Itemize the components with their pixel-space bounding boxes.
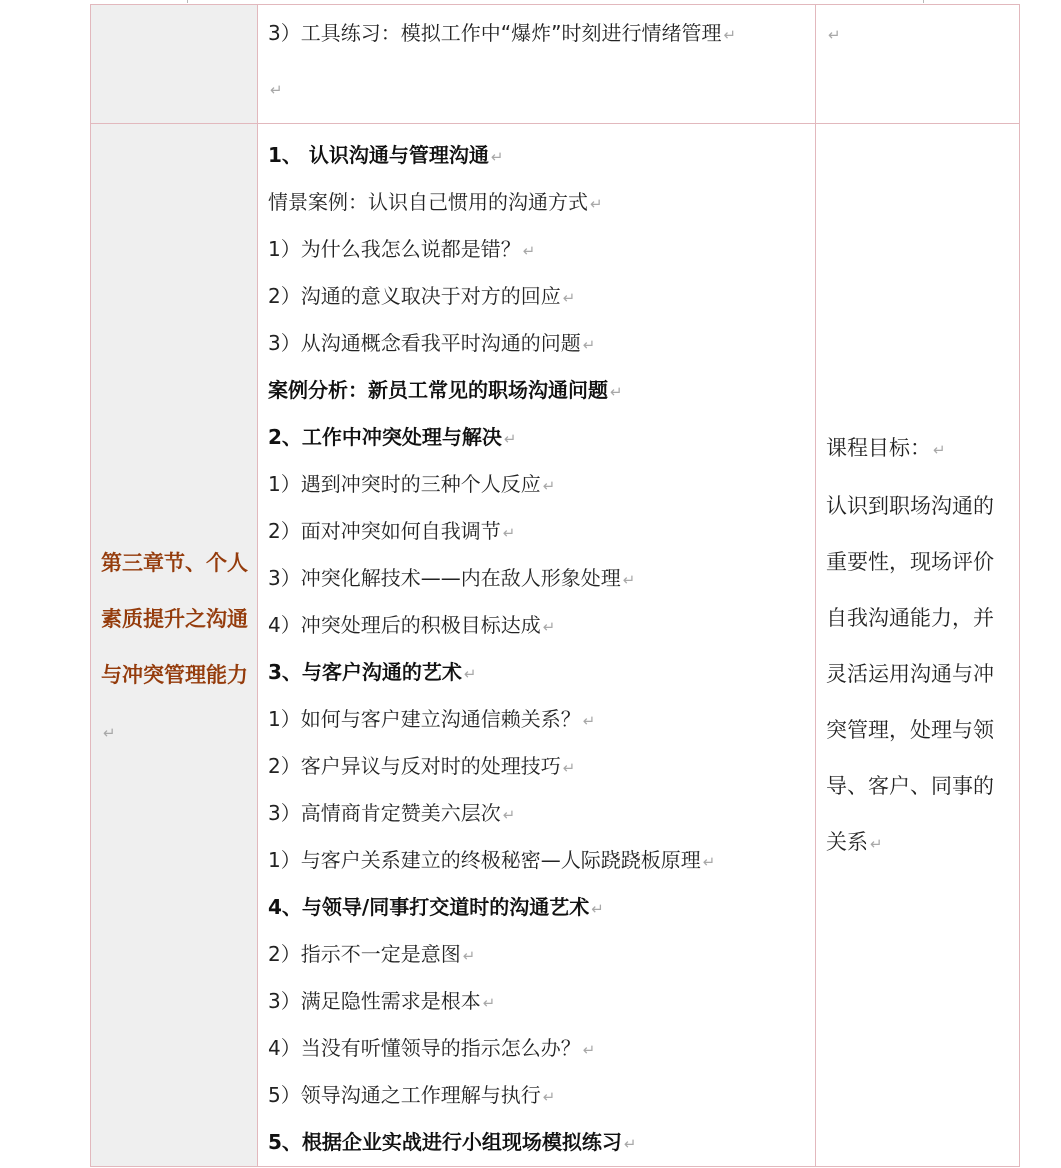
- line-text: 2）客户异议与反对时的处理技巧: [268, 754, 561, 778]
- content-line: [258, 931, 815, 978]
- content-line: [258, 1025, 815, 1072]
- content-line: [258, 508, 815, 555]
- content-heading: [258, 649, 815, 696]
- content-line: [258, 978, 815, 1025]
- content-line: [258, 602, 815, 649]
- content-line: 3）工具练习：模拟工作中“爆炸”时刻进行情绪管理 ↵: [268, 21, 737, 45]
- line-text: 1）为什么我怎么说都是错？: [268, 237, 521, 261]
- line-text: 1）如何与客户建立沟通信赖关系？: [268, 707, 581, 731]
- paragraph-mark-icon: ↵: [828, 26, 841, 44]
- goal-text: 认识到职场沟通的重要性，现场评价自我沟通能力，并灵活运用沟通与冲突管理，处理与领导、客户、同事的关系: [826, 494, 994, 854]
- goal-cell[interactable]: [816, 124, 1020, 1167]
- content-cell[interactable]: [258, 124, 816, 1167]
- line-text: 3、与客户沟通的艺术: [268, 660, 462, 684]
- paragraph-mark-icon: ↵: [482, 994, 496, 1012]
- line-text: 4）当没有听懂领导的指示怎么办？: [268, 1036, 581, 1060]
- paragraph-mark-icon: ↵: [103, 724, 116, 742]
- line-text: 3）高情商肯定赞美六层次: [268, 801, 501, 825]
- content-line: [258, 696, 815, 743]
- paragraph-mark-icon: ↵: [542, 618, 556, 636]
- paragraph-mark-icon: ↵: [522, 242, 536, 260]
- paragraph-mark-icon: ↵: [562, 289, 576, 307]
- paragraph-mark-icon: ↵: [463, 665, 477, 683]
- paragraph-mark-icon: ↵: [622, 571, 636, 589]
- line-text: 3）从沟通概念看我平时沟通的问题: [268, 331, 581, 355]
- line-text: 5、根据企业实战进行小组现场模拟练习: [268, 1130, 622, 1154]
- table-row: [91, 124, 1020, 1167]
- paragraph-mark-icon: ↵: [590, 195, 603, 213]
- paragraph-mark-icon: ↵: [490, 148, 504, 166]
- paragraph-mark-icon: ↵: [502, 524, 516, 542]
- line-text: 1）遇到冲突时的三种个人反应: [268, 472, 541, 496]
- line-text: 2）面对冲突如何自我调节: [268, 519, 501, 543]
- paragraph-mark-icon: ↵: [502, 806, 516, 824]
- line-text: 案例分析：新员工常见的职场沟通问题: [268, 378, 608, 402]
- paragraph-mark-icon: ↵: [542, 1088, 556, 1106]
- content-line: [258, 743, 815, 790]
- line-text: 3）冲突化解技术——内在敌人形象处理: [268, 566, 621, 590]
- paragraph-mark-icon: ↵: [582, 712, 596, 730]
- line-text: 2）指示不一定是意图: [268, 942, 461, 966]
- paragraph-mark-icon: ↵: [591, 900, 604, 918]
- paragraph-mark-icon: ↵: [702, 853, 716, 871]
- line-text: 1、 认识沟通与管理沟通: [268, 143, 489, 167]
- line-text: 1）与客户关系建立的终极秘密—人际跷跷板原理: [268, 848, 701, 872]
- content-heading: [258, 367, 815, 414]
- paragraph-mark-icon: ↵: [870, 835, 883, 853]
- line-text: 5）领导沟通之工作理解与执行: [268, 1083, 541, 1107]
- paragraph-mark-icon: ↵: [610, 383, 623, 401]
- empty-paragraph: [258, 68, 815, 123]
- course-outline-table: [90, 4, 1020, 1167]
- line-text: 4、与领导/同事打交道时的沟通艺术: [268, 895, 590, 919]
- content-list: [258, 124, 815, 1166]
- paragraph-mark-icon: ↵: [270, 81, 283, 99]
- section-title: 第三章节、个人素质提升之沟通与冲突管理能力↵: [101, 551, 248, 742]
- empty-section-cell: [91, 5, 258, 124]
- content-line: [258, 179, 815, 226]
- content-heading: [258, 1119, 815, 1166]
- content-line: [258, 273, 815, 320]
- content-heading: [258, 132, 815, 179]
- paragraph-mark-icon: ↵: [723, 26, 737, 44]
- line-text: 2、工作中冲突处理与解决: [268, 425, 502, 449]
- content-line: [258, 555, 815, 602]
- content-line: [258, 461, 815, 508]
- section-title-cell[interactable]: [91, 124, 258, 1167]
- line-text: 情景案例：认识自己惯用的沟通方式: [268, 190, 588, 214]
- paragraph-mark-icon: ↵: [542, 477, 556, 495]
- paragraph-mark-icon: ↵: [562, 759, 576, 777]
- paragraph-mark-icon: ↵: [462, 947, 476, 965]
- empty-paragraph: [816, 5, 1019, 65]
- goal-cell[interactable]: [816, 5, 1020, 124]
- line-text: 2）沟通的意义取决于对方的回应: [268, 284, 561, 308]
- line-text: 4）冲突处理后的积极目标达成: [268, 613, 541, 637]
- content-line: [258, 226, 815, 273]
- content-cell[interactable]: [258, 5, 816, 124]
- paragraph-mark-icon: ↵: [933, 441, 946, 459]
- content-line: [258, 837, 815, 884]
- content-heading: [258, 884, 815, 931]
- table-row: [91, 5, 1020, 124]
- paragraph-mark-icon: ↵: [582, 1041, 596, 1059]
- paragraph-mark-icon: ↵: [503, 430, 517, 448]
- paragraph-mark-icon: ↵: [623, 1135, 637, 1153]
- goal-label: 课程目标：: [826, 436, 931, 460]
- content-heading: [258, 414, 815, 461]
- paragraph-mark-icon: ↵: [582, 336, 596, 354]
- content-line: [258, 790, 815, 837]
- content-line: [258, 320, 815, 367]
- course-goal: [826, 420, 1011, 872]
- line-text: 3）满足隐性需求是根本: [268, 989, 481, 1013]
- content-line: [258, 1072, 815, 1119]
